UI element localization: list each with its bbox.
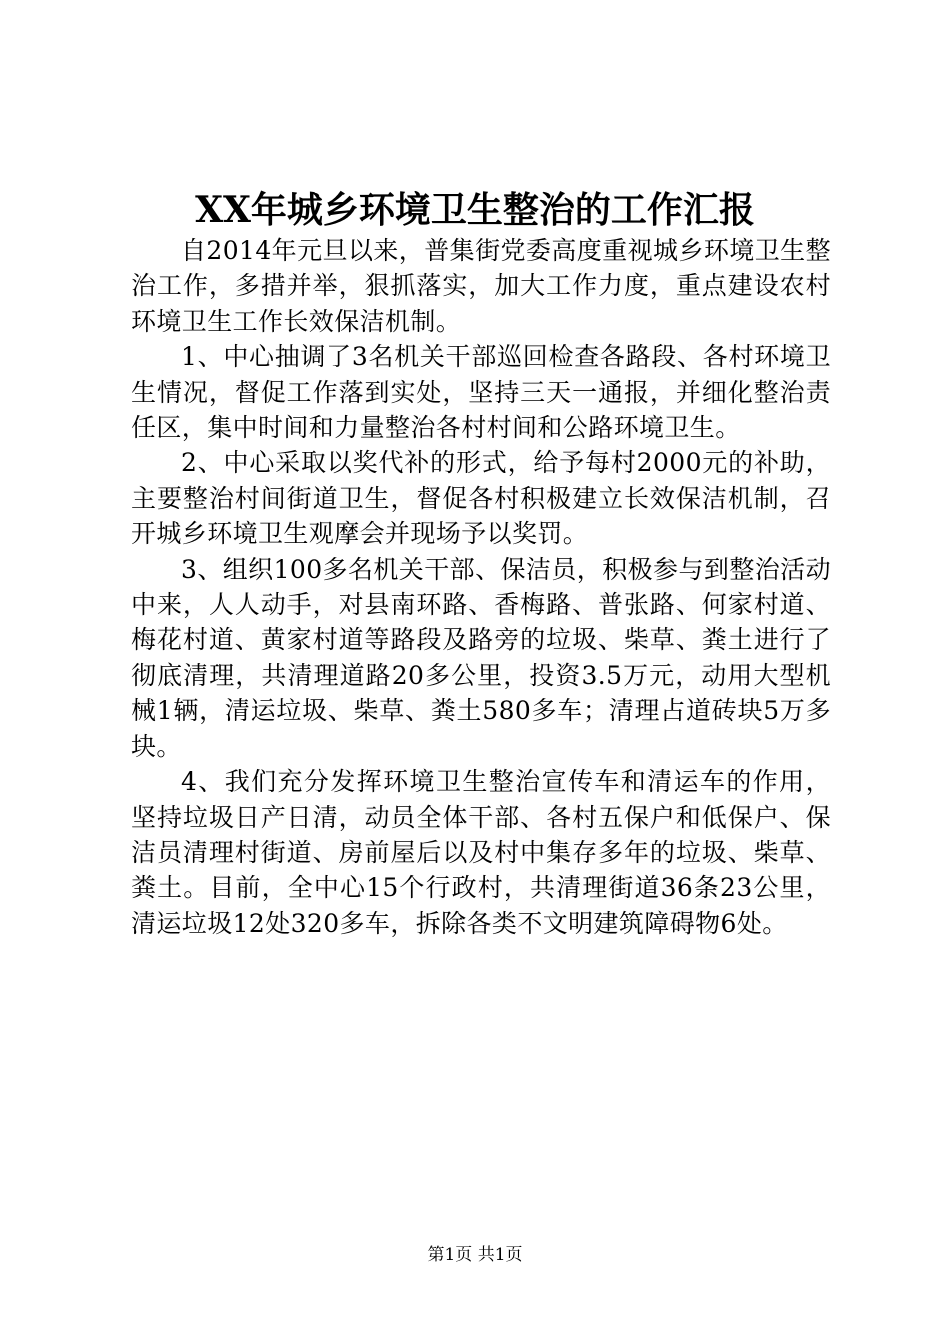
paragraph-item-4: 4、我们充分发挥环境卫生整治宣传车和清运车的作用，坚持垃圾日产日清，动员全体干部、各村五保户和低保户、保洁员清理村街道、房前屋后以及村中集存多年的垃圾、柴草、粪土。目前，全中心15个行政村，共清理街道36条23公里，清运垃圾12处320多车，拆除各类不文明建筑障碍物6处。 xyxy=(131,767,831,938)
paragraph-intro: 自2014年元旦以来，普集街党委高度重视城乡环境卫生整治工作，多措并举，狠抓落实，加大工作力度，重点建设农村环境卫生工作长效保洁机制。 xyxy=(131,236,831,336)
paragraph-item-1: 1、中心抽调了3名机关干部巡回检查各路段、各村环境卫生情况，督促工作落到实处，坚持三天一通报，并细化整治责任区，集中时间和力量整治各村村间和公路环境卫生。 xyxy=(131,342,831,443)
page-footer: 第1页 共1页 xyxy=(427,1245,523,1265)
paragraph-item-2: 2、中心采取以奖代补的形式，给予每村2000元的补助，主要整治村间街道卫生，督促各村积极建立长效保洁机制，召开城乡环境卫生观摩会并现场予以奖罚。 xyxy=(131,448,831,549)
document-title: XX年城乡环境卫生整治的工作汇报 xyxy=(195,189,755,231)
document-body xyxy=(131,233,831,941)
paragraph-item-3: 3、组织100多名机关干部、保洁员，积极参与到整治活动中来，人人动手，对县南环路、香梅路、普张路、何家村道、梅花村道、黄家村道等路段及路旁的垃圾、柴草、粪土进行了彻底清理，共清理道路20多公里，投资3.5万元，动用大型机械1辆，清运垃圾、柴草、粪土580多车；清理占道砖块5万多块。 xyxy=(131,554,831,761)
